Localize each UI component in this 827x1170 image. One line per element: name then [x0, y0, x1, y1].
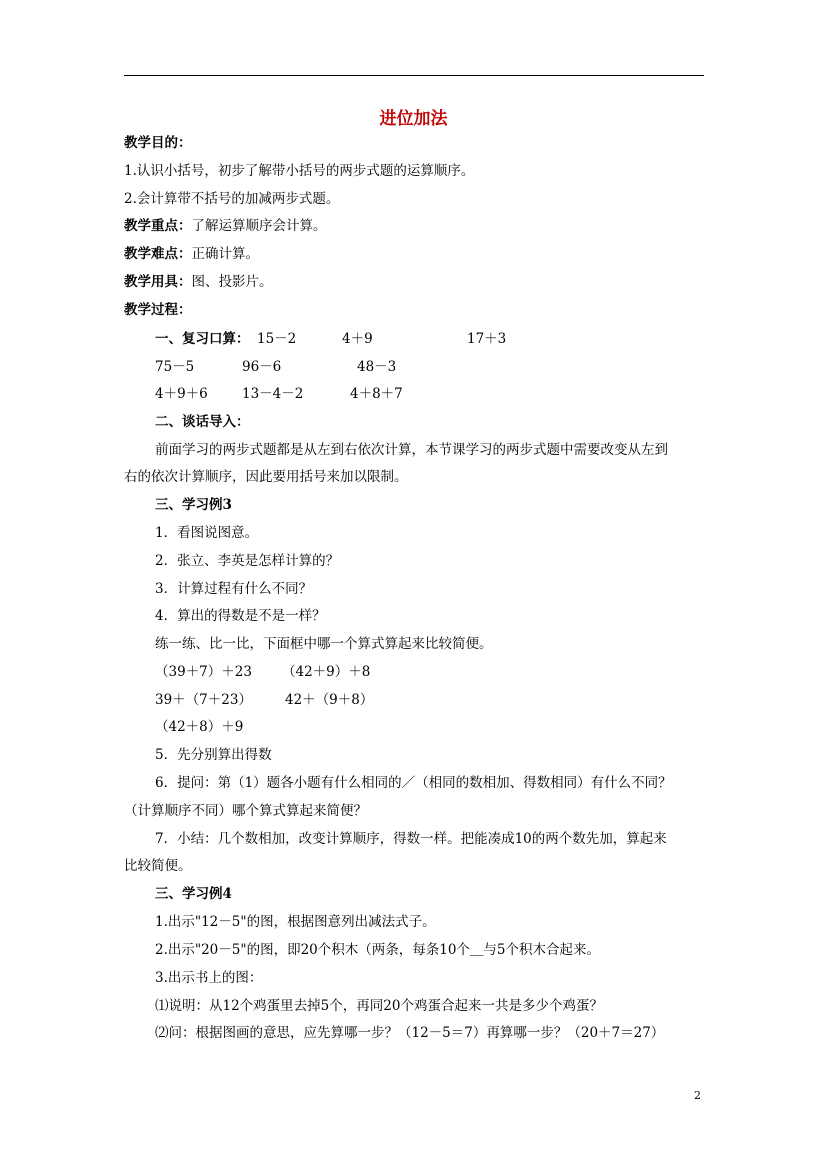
intro-text-line1: 前面学习的两步式题都是从左到右依次计算，本节课学习的两步式题中需要改变从左到: [155, 442, 668, 458]
goal-item-2: 2.会计算带不括号的加减两步式题。: [124, 191, 340, 207]
review-expr: 4＋9＋6: [155, 386, 208, 402]
review-expr: 75－5: [155, 359, 195, 375]
example4-item: 1.出示"12－5"的图，根据图意列出减法式子。: [155, 914, 436, 930]
review-expr: 48－3: [357, 359, 397, 375]
review-expr: 13－4－2: [242, 386, 304, 402]
header-rule: [124, 75, 704, 76]
key-point: [124, 217, 327, 235]
tools-text: 图、投影片。: [191, 274, 273, 290]
tools-label: 教学用具：: [124, 274, 192, 290]
difficulty-text: 正确计算。: [191, 246, 259, 262]
review-expr: 15－2: [257, 331, 297, 347]
review-label: 一、复习口算：: [155, 331, 250, 347]
example3-item: 1．看图说图意。: [155, 525, 259, 541]
practice-expr: （42＋8）＋9: [155, 719, 244, 735]
practice-expr: （39＋7）＋23: [155, 664, 252, 680]
example3-label: 三、学习例3: [155, 497, 232, 513]
review-expr: 4＋9: [342, 331, 373, 347]
example3-item: 3．计算过程有什么不同？: [155, 581, 313, 597]
example4-label: 三、学习例4: [155, 886, 232, 902]
example4-item: ⑴说明：从12个鸡蛋里去掉5个，再同20个鸡蛋合起来一共是多少个鸡蛋？: [155, 998, 603, 1014]
goal-item-1: 1.认识小括号，初步了解带小括号的两步式题的运算顺序。: [124, 163, 475, 179]
difficulty-label: 教学难点：: [124, 246, 192, 262]
difficulty: [124, 245, 259, 263]
page-number: 2: [694, 1089, 701, 1102]
intro-label: 二、谈话导入：: [155, 414, 250, 430]
review-expr: 17＋3: [467, 331, 507, 347]
example3-item: 2．张立、李英是怎样计算的？: [155, 553, 340, 569]
practice-text: 练一练、比一比，下面框中哪一个算式算起来比较简便。: [155, 636, 493, 652]
step7-text-line1: 7．小结：几个数相加，改变计算顺序，得数一样。把能凑成10的两个数先加，算起来: [155, 831, 667, 847]
key-point-text: 了解运算顺序会计算。: [191, 218, 327, 234]
example4-item: 2.出示"20－5"的图，即20个积木（两条，每条10个＿与5个积木合起来。: [155, 942, 601, 958]
example4-item: 3.出示书上的图：: [155, 970, 263, 986]
tools: [124, 273, 273, 291]
review-expr: 4＋8＋7: [350, 386, 403, 402]
intro-text-line2: 右的依次计算顺序，因此要用括号来加以限制。: [124, 469, 408, 485]
practice-expr: （42＋9）＋8: [282, 664, 371, 680]
step7-text-line2: 比较简便。: [124, 858, 192, 874]
step6-text-line2: （计算顺序不同）哪个算式算起来简便？: [124, 803, 367, 819]
step5-text: 5．先分别算出得数: [155, 747, 272, 763]
page-title: 进位加法: [379, 109, 448, 129]
step6-text-line1: 6．提问：第（1）题各小题有什么相同的／（相同的数相加、得数相同）有什么不同？: [155, 775, 672, 791]
practice-expr: 39＋（7＋23）: [155, 692, 252, 708]
process-heading: 教学过程：: [124, 302, 192, 318]
goals-heading: 教学目的：: [124, 135, 192, 151]
practice-expr: 42＋（9＋8）: [285, 692, 374, 708]
key-point-label: 教学重点：: [124, 218, 192, 234]
example4-item: ⑵问：根据图画的意思，应先算哪一步？（12－5＝7）再算哪一步？（20＋7＝27）: [155, 1025, 665, 1041]
review-expr: 96－6: [242, 359, 282, 375]
example3-item: 4．算出的得数是不是一样？: [155, 608, 326, 624]
